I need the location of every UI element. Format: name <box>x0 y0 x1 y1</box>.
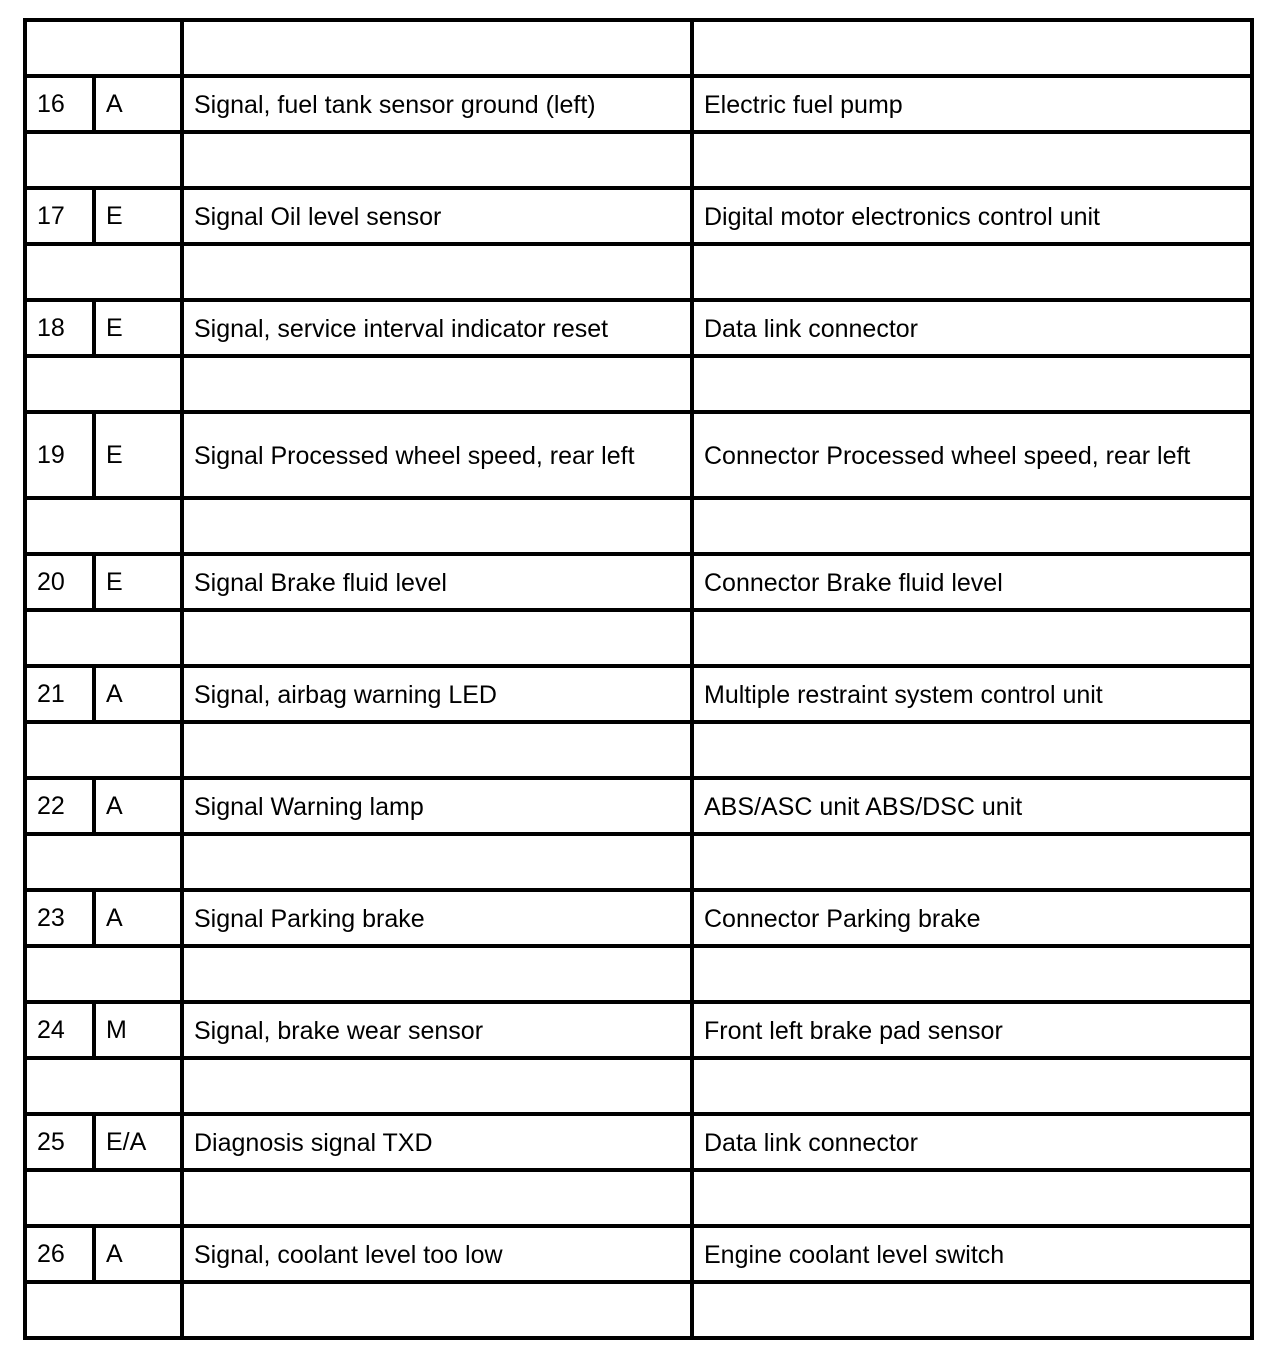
table-row <box>25 554 1252 610</box>
pin-number: 26 <box>25 1226 94 1282</box>
signal-description: Signal Brake fluid level <box>182 554 692 610</box>
pin-assignment-table <box>23 18 1254 1340</box>
signal-type: A <box>94 890 182 946</box>
table-row <box>25 666 1252 722</box>
signal-description: Signal Parking brake <box>182 890 692 946</box>
spacer-row <box>25 834 1252 890</box>
signal-type: A <box>94 666 182 722</box>
table-row <box>25 300 1252 356</box>
table-row <box>25 188 1252 244</box>
connection-target: ABS/ASC unit ABS/DSC unit <box>692 778 1252 834</box>
signal-description: Signal Oil level sensor <box>182 188 692 244</box>
signal-description: Signal, brake wear sensor <box>182 1002 692 1058</box>
connection-target: Engine coolant level switch <box>692 1226 1252 1282</box>
spacer-row <box>25 722 1252 778</box>
pin-number: 20 <box>25 554 94 610</box>
spacer-row <box>25 498 1252 554</box>
signal-type: E <box>94 554 182 610</box>
signal-type: M <box>94 1002 182 1058</box>
table-row <box>25 412 1252 498</box>
spacer-row <box>25 610 1252 666</box>
spacer-row <box>25 1282 1252 1338</box>
connection-target: Data link connector <box>692 300 1252 356</box>
signal-type: A <box>94 1226 182 1282</box>
signal-description: Diagnosis signal TXD <box>182 1114 692 1170</box>
signal-description: Signal, airbag warning LED <box>182 666 692 722</box>
pin-number: 25 <box>25 1114 94 1170</box>
spacer-row <box>25 20 1252 76</box>
connection-target: Electric fuel pump <box>692 76 1252 132</box>
signal-description: Signal Warning lamp <box>182 778 692 834</box>
connection-target: Connector Parking brake <box>692 890 1252 946</box>
table-row <box>25 1226 1252 1282</box>
pin-number: 24 <box>25 1002 94 1058</box>
spacer-row <box>25 946 1252 1002</box>
table-row <box>25 890 1252 946</box>
table-row <box>25 1002 1252 1058</box>
pin-number: 22 <box>25 778 94 834</box>
signal-type: A <box>94 76 182 132</box>
spacer-row <box>25 132 1252 188</box>
signal-description: Signal, coolant level too low <box>182 1226 692 1282</box>
pin-number: 18 <box>25 300 94 356</box>
table-row <box>25 1114 1252 1170</box>
connection-target: Data link connector <box>692 1114 1252 1170</box>
pin-number: 19 <box>25 412 94 498</box>
connection-target: Digital motor electronics control unit <box>692 188 1252 244</box>
signal-type: A <box>94 778 182 834</box>
connection-target: Connector Brake fluid level <box>692 554 1252 610</box>
signal-type: E <box>94 300 182 356</box>
table-row <box>25 778 1252 834</box>
signal-description: Signal Processed wheel speed, rear left <box>182 412 692 498</box>
spacer-row <box>25 1058 1252 1114</box>
spacer-row <box>25 244 1252 300</box>
connection-target: Connector Processed wheel speed, rear left <box>692 412 1252 498</box>
connection-target: Multiple restraint system control unit <box>692 666 1252 722</box>
table-row <box>25 76 1252 132</box>
signal-type: E/A <box>94 1114 182 1170</box>
pin-number: 16 <box>25 76 94 132</box>
signal-type: E <box>94 188 182 244</box>
pin-number: 17 <box>25 188 94 244</box>
pin-number: 23 <box>25 890 94 946</box>
signal-description: Signal, fuel tank sensor ground (left) <box>182 76 692 132</box>
signal-type: E <box>94 412 182 498</box>
signal-description: Signal, service interval indicator reset <box>182 300 692 356</box>
pin-number: 21 <box>25 666 94 722</box>
spacer-row <box>25 356 1252 412</box>
spacer-row <box>25 1170 1252 1226</box>
connection-target: Front left brake pad sensor <box>692 1002 1252 1058</box>
